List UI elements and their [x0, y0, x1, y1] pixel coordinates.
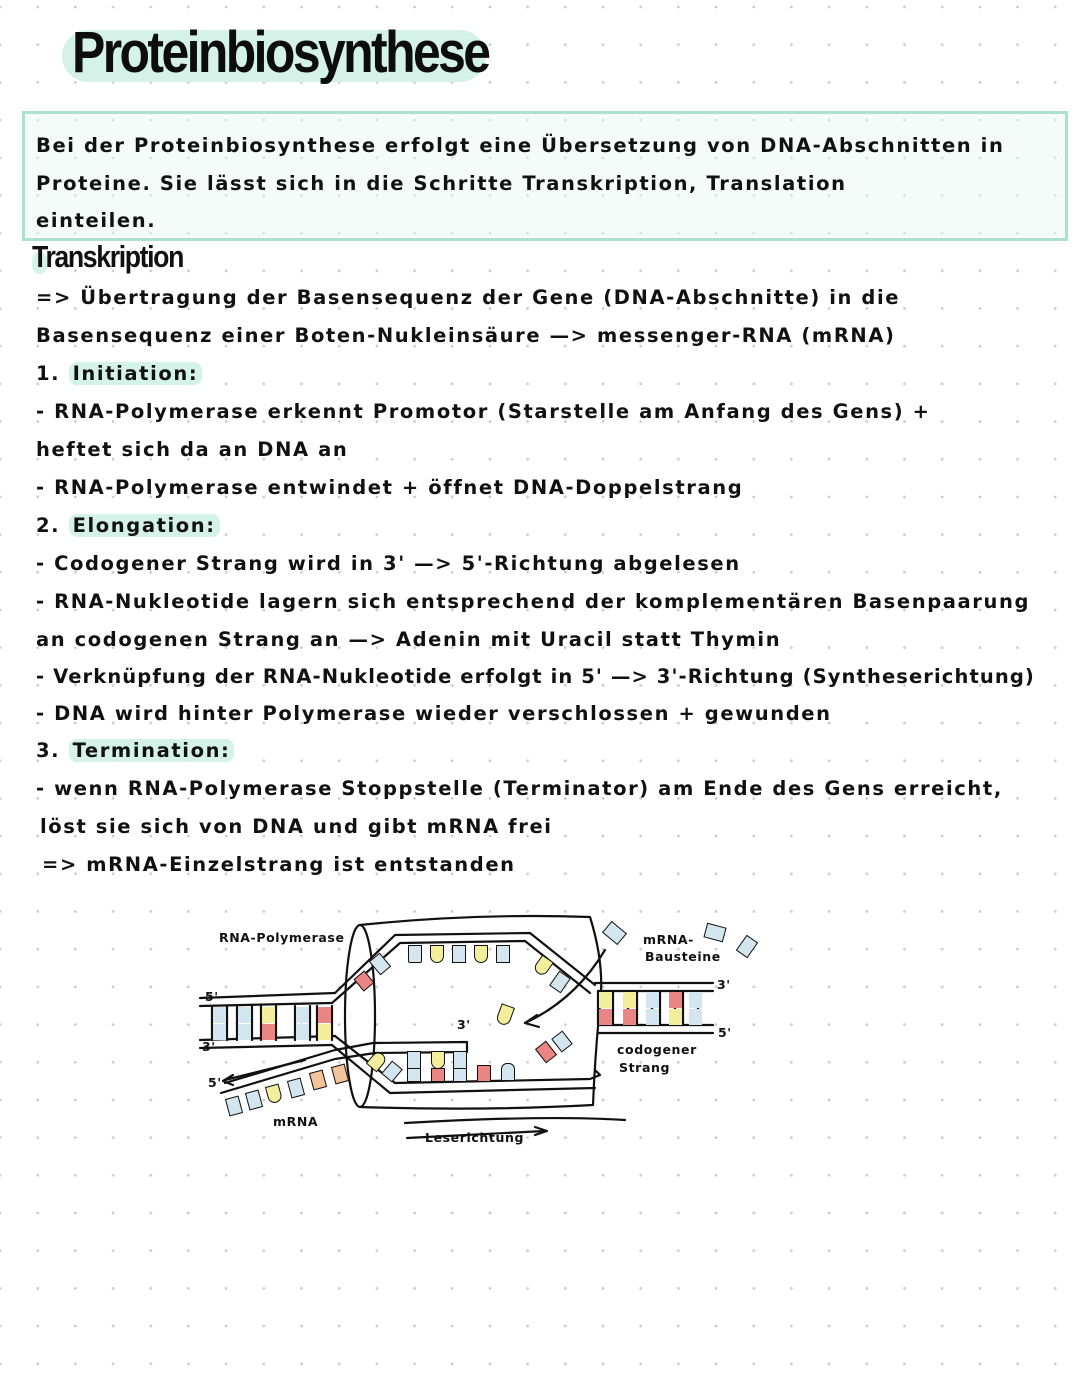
nucleotide-G [496, 945, 510, 963]
nucleotide-C [238, 1007, 251, 1023]
nucleotide-T [669, 992, 682, 1008]
label-3-prime: 3' [717, 977, 731, 992]
nucleotide-A [623, 992, 636, 1008]
label-mrna-bausteine-2: Bausteine [645, 949, 721, 964]
step-2-line: - RNA-Nukleotide lagern sich entsprechend der komplementären Basenpaarung [36, 590, 1031, 613]
nucleotide-C [501, 1063, 515, 1081]
nucleotide-A [599, 992, 612, 1008]
nucleotide-A [474, 945, 488, 963]
label-3-prime: 3' [202, 1039, 216, 1054]
nucleotide-G [238, 1024, 251, 1040]
step-3-line: => mRNA-Einzelstrang ist entstanden [42, 853, 516, 876]
nucleotide-C [407, 1051, 421, 1069]
step-title: Elongation: [69, 514, 220, 537]
intro-line-1: Bei der Proteinbiosynthese erfolgt eine Übersetzung von DNA-Abschnitten in [36, 134, 1005, 157]
step-3-line: - wenn RNA-Polymerase Stoppstelle (Terminator) am Ende des Gens erreicht, [36, 777, 1003, 800]
nucleotide-T [599, 1009, 612, 1025]
transcription-diagram [195, 905, 775, 1155]
nucleotide-C [646, 1009, 659, 1025]
label-leserichtung: Leserichtung [425, 1130, 525, 1145]
step-termination-heading [36, 738, 234, 764]
nucleotide-T [431, 1068, 445, 1082]
step-2-line: - Codogener Strang wird in 3' —> 5'-Richtung abgelesen [36, 552, 741, 575]
intro-line-3: einteilen. [36, 209, 157, 232]
nucleotide-G [213, 1007, 226, 1023]
step-number: 3. [36, 739, 61, 762]
nucleotide-C [453, 1068, 467, 1082]
label-codogener-2: Strang [619, 1060, 671, 1075]
nucleotide-A [262, 1007, 275, 1023]
nucleotide-A [430, 945, 444, 963]
label-5-prime: 5' [205, 989, 219, 1004]
nucleotide-G [453, 1051, 467, 1069]
step-3-line: löst sie sich von DNA und gibt mRNA frei [40, 815, 553, 838]
step-initiation-heading [36, 361, 202, 387]
nucleotide-C [689, 992, 702, 1008]
intro-line-2: Proteine. Sie lässt sich in die Schritte Transkription, Translation [36, 172, 847, 195]
nucleotide-T [318, 1007, 331, 1023]
nucleotide-G [646, 992, 659, 1008]
step-number: 2. [36, 514, 61, 537]
step-1-line: - RNA-Polymerase erkennt Promotor (Starstelle am Anfang des Gens) + [36, 400, 931, 423]
label-mrna-bausteine-1: mRNA- [643, 932, 694, 947]
label-5-prime: 5' [208, 1075, 222, 1090]
nucleotide-A [669, 1009, 682, 1025]
summary-line-2: Basensequenz einer Boten-Nukleinsäure —> messenger-RNA (mRNA) [36, 324, 896, 347]
label-codogener-1: codogener [617, 1042, 697, 1057]
step-number: 1. [36, 362, 61, 385]
nucleotide-G [689, 1009, 702, 1025]
step-title: Initiation: [69, 362, 203, 385]
step-2-line: - Verknüpfung der RNA-Nukleotide erfolgt in 5' —> 3'-Richtung (Syntheserichtung) [36, 665, 1035, 688]
nucleotide-T [623, 1009, 636, 1025]
nucleotide-G [296, 1007, 309, 1023]
nucleotide-C [296, 1024, 309, 1040]
label-mrna: mRNA [273, 1114, 319, 1129]
step-elongation-heading [36, 513, 220, 539]
nucleotide-T [262, 1024, 275, 1040]
step-title: Termination: [69, 739, 235, 762]
step-1-line: heftet sich da an DNA an [36, 438, 349, 461]
nucleotide-C [213, 1024, 226, 1040]
summary-line-1: => Übertragung der Basensequenz der Gene (DNA-Abschnitte) in die [36, 286, 901, 309]
label-rna-polymerase: RNA-Polymerase [219, 930, 345, 945]
nucleotide-A [431, 1051, 445, 1069]
nucleotide-A [318, 1024, 331, 1040]
section-title: Transkription [32, 239, 183, 274]
page-title: Proteinbiosynthese [72, 20, 489, 85]
nucleotide-T [477, 1065, 491, 1082]
nucleotide-G [452, 945, 466, 963]
label-5-prime: 5' [718, 1025, 732, 1040]
label-3-prime: 3' [457, 1017, 471, 1032]
step-1-line: - RNA-Polymerase entwindet + öffnet DNA-Doppelstrang [36, 476, 744, 499]
step-2-line: - DNA wird hinter Polymerase wieder verschlossen + gewunden [36, 702, 832, 725]
step-2-line: an codogenen Strang an —> Adenin mit Uracil statt Thymin [36, 628, 782, 651]
nucleotide-G [407, 1068, 421, 1082]
nucleotide-C [408, 945, 422, 963]
